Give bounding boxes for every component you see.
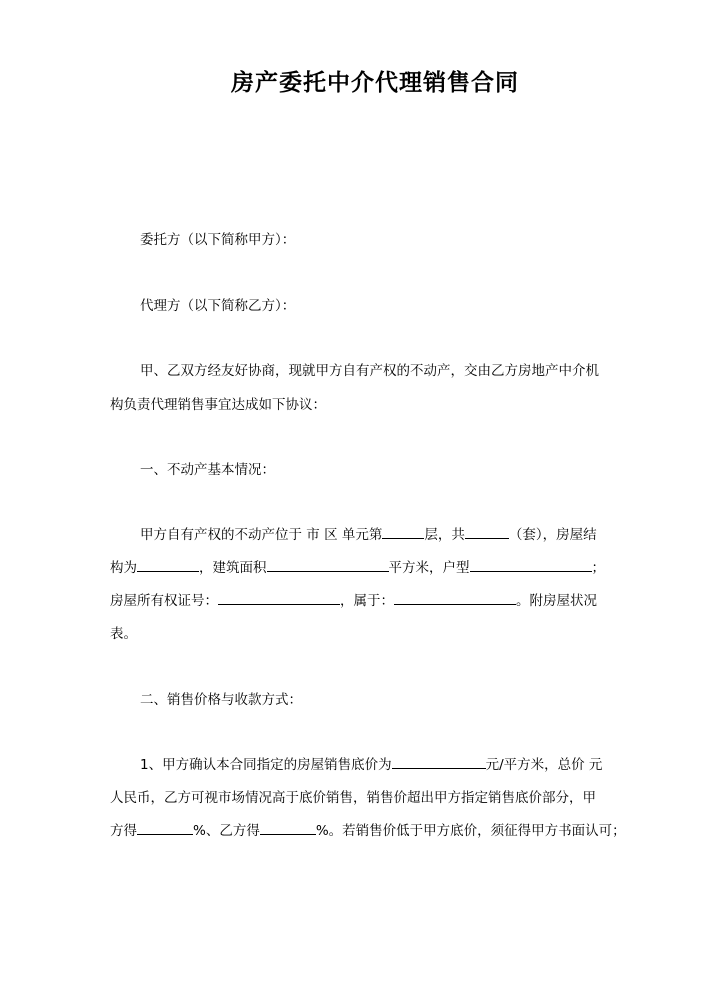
- structure-label: 构为: [110, 560, 137, 576]
- certificate-label: 房屋所有权证号：: [110, 593, 218, 609]
- location-text: 甲方自有产权的不动产位于 市 区 单元第: [140, 527, 383, 543]
- share-a-blank: [137, 822, 193, 835]
- floor-text: 层，共: [424, 527, 465, 543]
- property-structure-line: [110, 559, 605, 577]
- area-blank: [267, 559, 389, 572]
- line-end: ；: [591, 560, 605, 576]
- property-location-line: [140, 526, 597, 544]
- share-b-blank: [260, 822, 316, 835]
- price-line-2: 人民币，乙方可视市场情况高于底价销售，销售价超出甲方指定销售底价部分，甲: [110, 790, 596, 806]
- structure-blank: [137, 559, 199, 572]
- property-certificate-line: [110, 592, 597, 610]
- share-b-label: %、乙方得: [193, 823, 260, 839]
- intro-line-1: 甲、乙双方经友好协商，现就甲方自有产权的不动产，交由乙方房地产中介机: [140, 363, 599, 379]
- section-2-heading: 二、销售价格与收款方式：: [140, 692, 302, 708]
- price-text: 1、甲方确认本合同指定的房屋销售底价为: [140, 757, 392, 773]
- attachment-text: 。附房屋状况: [516, 593, 597, 609]
- floor-blank: [382, 526, 424, 539]
- low-price-text: %。若销售价低于甲方底价，须征得甲方书面认可；: [315, 823, 626, 839]
- certificate-blank: [218, 592, 340, 605]
- property-table-line: 表。: [110, 626, 137, 642]
- structure-text: （套），房屋结: [508, 527, 597, 543]
- price-line-1: [140, 756, 602, 774]
- units-blank: [465, 526, 509, 539]
- layout-blank: [470, 559, 592, 572]
- party-a-label: 委托方（以下简称甲方）：: [140, 232, 296, 248]
- price-line-3: [110, 822, 626, 840]
- share-a-label: 方得: [110, 823, 137, 839]
- area-label: ，建筑面积: [199, 560, 267, 576]
- document-title: 房产委托中介代理销售合同: [231, 69, 519, 96]
- belongs-label: ，属于：: [340, 593, 394, 609]
- unit-price-blank: [392, 756, 486, 769]
- belongs-blank: [394, 592, 516, 605]
- party-b-label: 代理方（以下简称乙方）：: [140, 298, 296, 314]
- total-price-text: 元/平方米，总价 元: [485, 757, 603, 773]
- section-1-heading: 一、不动产基本情况：: [140, 462, 275, 478]
- intro-line-2: 构负责代理销售事宜达成如下协议：: [110, 397, 326, 413]
- layout-label: 平方米，户型: [388, 560, 470, 576]
